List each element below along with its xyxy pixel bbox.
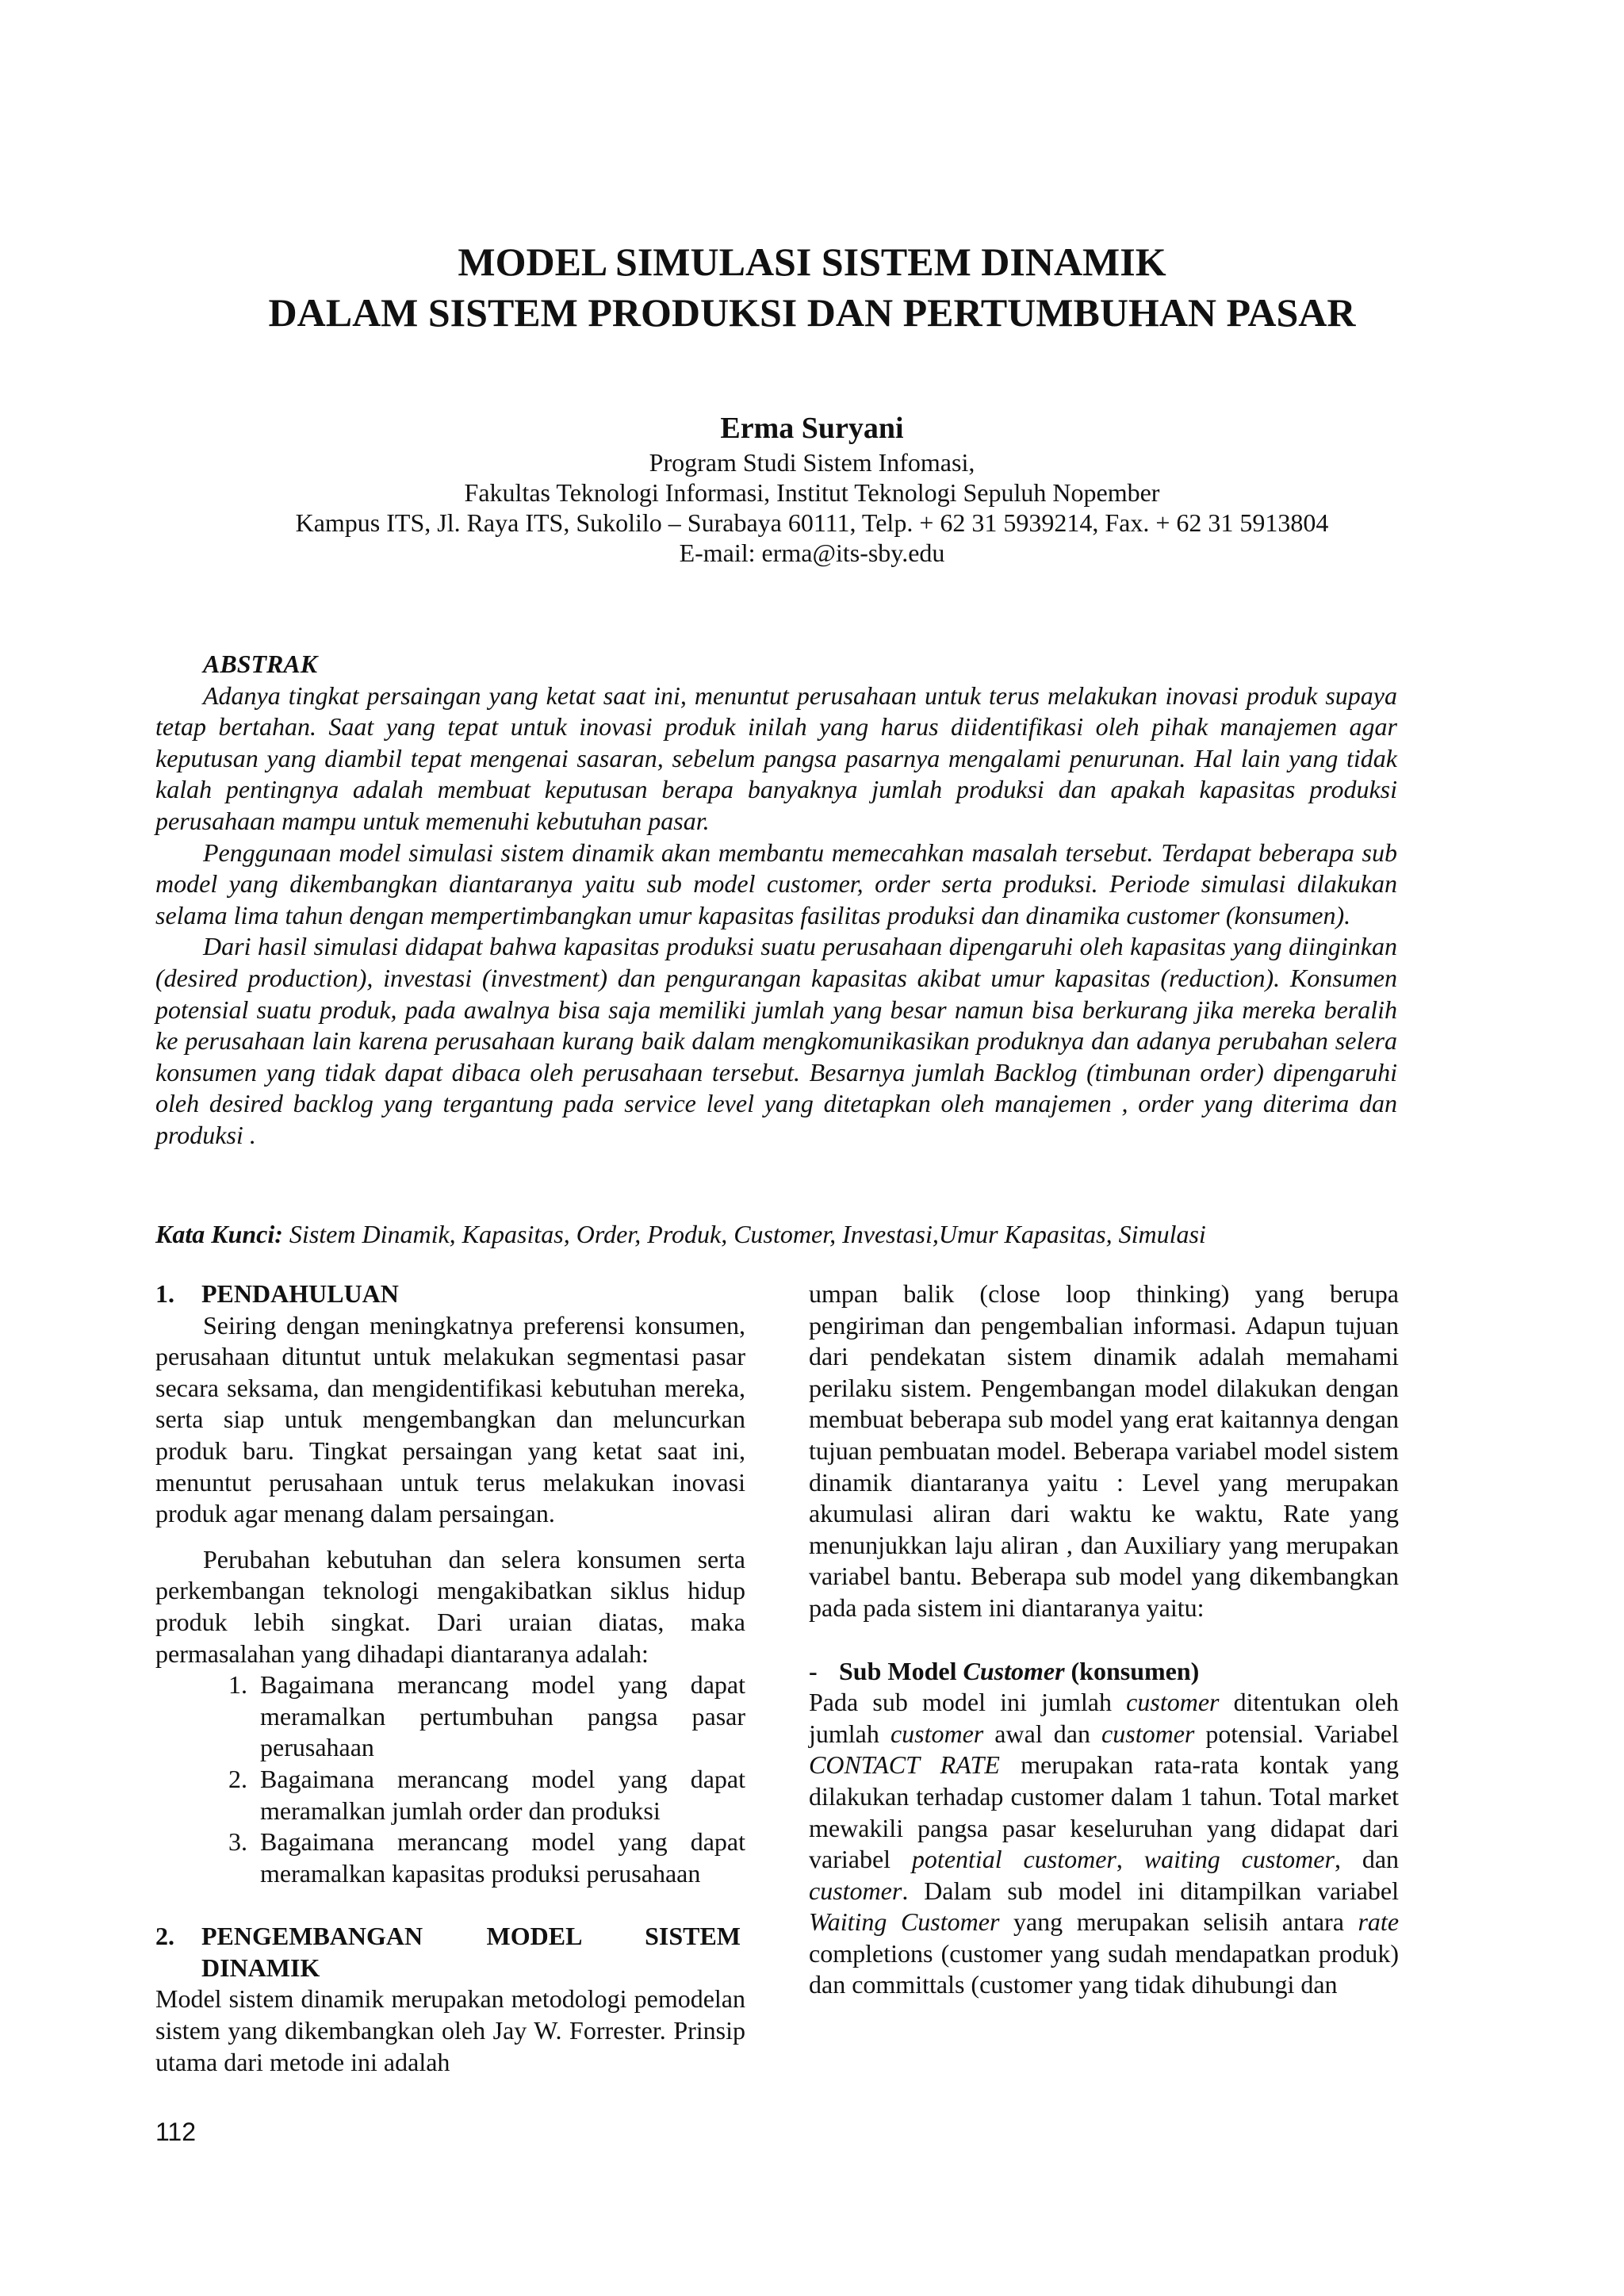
body-paragraph: Pada sub model ini jumlah customer ditentukan oleh jumlah customer awal dan customer potensial. Variabel CONTACT RATE merupakan rata-rata kontak yang dilakukan terhadap customer dalam 1 tahun. Total market mewakili pangsa pasar keseluruhan yang didapat dari variabel potential customer, waiting customer, dan customer. Dalam sub model ini ditampilkan variabel Waiting Customer yang merupakan selisih antara rate completions (customer yang sudah mendapatkan produk) dan committals (customer yang tidak dihubungi dan — [809, 1688, 1400, 1999]
paper-title — [0, 236, 1624, 338]
list-item: 2. Bagaimana merancang model yang dapat meramalkan jumlah order dan produksi — [254, 1764, 745, 1826]
section-title: PENDAHULUAN — [201, 1279, 399, 1308]
body-paragraph: Model sistem dinamik merupakan metodologi pemodelan sistem yang dikembangkan oleh Jay W. Forrester. Prinsip utama dari metode ini adalah — [155, 1984, 745, 2076]
author-name: Erma Suryani — [720, 412, 904, 445]
abstract-paragraph: Dari hasil simulasi didapat bahwa kapasitas produksi suatu perusahaan dipengaruhi oleh kapasitas yang diinginkan (desired production), investasi (investment) dan pengurangan kapasitas akibat umur kapasitas (reduction). Konsumen potensial suatu produk, pada awalnya bisa saja memiliki jumlah yang besar namun bisa berkurang jika mereka beralih ke perusahaan lain karena perusahaan kurang baik dalam mengkomunikasikan produknya dan adanya perubahan selera konsumen yang tidak dapat dibaca oleh perusahaan tersebut. Besarnya jumlah Backlog (timbunan order) dipengaruhi oleh desired backlog yang tergantung pada service level yang ditetapkan oleh manajemen , order yang diterima dan produksi . — [155, 932, 1397, 1149]
right-column — [809, 1278, 1399, 2001]
affiliation-line: Kampus ITS, Jl. Raya ITS, Sukolilo – Surabaya 60111, Telp. + 62 31 5939214, Fax. + 62 31 5913804 — [295, 508, 1329, 537]
body-paragraph: Seiring dengan meningkatnya preferensi konsumen, perusahaan dituntut untuk melakukan segmentasi pasar secara seksama, dan mengidentifikasi kebutuhan mereka, serta siap untuk mengembangkan dan meluncurkan produk baru. Tingkat persaingan yang ketat saat ini, menuntut perusahaan untuk terus melakukan inovasi produk agar menang dalam persaingan. — [155, 1310, 745, 1528]
section-number: 2. — [155, 1922, 174, 1951]
title-line-2: DALAM SISTEM PRODUKSI DAN PERTUMBUHAN PASAR — [268, 290, 1356, 335]
author-block — [0, 409, 1624, 568]
keywords-label: Kata Kunci: — [155, 1220, 283, 1248]
section-heading — [155, 1278, 745, 1310]
subsection-dash: - — [809, 1656, 818, 1685]
list-item: 3. Bagaimana merancang model yang dapat meramalkan kapasitas produksi perusahaan — [254, 1826, 745, 1889]
left-column — [155, 1278, 745, 2078]
abstract-heading: ABSTRAK — [203, 650, 318, 678]
abstract-paragraph: Penggunaan model simulasi sistem dinamik akan membantu memecahkan masalah tersebut. Terdapat beberapa sub model yang dikembangkan diantaranya yaitu sub model customer, order serta produksi. Periode simulasi dilakukan selama lima tahun dengan mempertimbangkan umur kapasitas fasilitas produksi dan dinamika customer (konsumen). — [155, 838, 1397, 930]
keywords-text: Sistem Dinamik, Kapasitas, Order, Produk, Customer, Investasi,Umur Kapasitas, Simulasi — [289, 1220, 1206, 1248]
email-line: E-mail: erma@its-sby.edu — [679, 539, 945, 567]
research-questions-list — [155, 1669, 745, 1889]
abstract — [155, 649, 1397, 1152]
section-title: PENGEMBANGAN MODEL SISTEM — [201, 1922, 741, 1951]
affiliation-line: Fakultas Teknologi Informasi, Institut Teknologi Sepuluh Nopember — [464, 478, 1160, 507]
abstract-paragraph: Adanya tingkat persaingan yang ketat saat ini, menuntut perusahaan untuk terus melakukan inovasi produk supaya tetap bertahan. Saat yang tepat untuk inovasi produk inilah yang harus diidentifikasi oleh pihak manajemen agar keputusan yang diambil tepat mengenai sasaran, sebelum pangsa pasarnya mengalami penurunan. Hal lain yang tidak kalah pentingnya adalah membuat keputusan berapa banyaknya jumlah produksi dan apakah kapasitas produksi perusahaan mampu untuk memenuhi kebutuhan pasar. — [155, 680, 1397, 835]
page-number: 112 — [155, 2118, 197, 2146]
keywords — [155, 1218, 1397, 1250]
list-item: 1. Bagaimana merancang model yang dapat meramalkan pertumbuhan pangsa pasar perusahaan — [254, 1669, 745, 1764]
affiliation-line: Program Studi Sistem Infomasi, — [649, 448, 975, 477]
section-heading — [155, 1921, 745, 1984]
subsection-heading: - Sub Model Customer (konsumen) — [809, 1656, 1399, 1688]
body-paragraph: Perubahan kebutuhan dan selera konsumen serta perkembangan teknologi mengakibatkan siklus hidup produk lebih singkat. Dari uraian diatas, maka permasalahan yang dihadapi diantaranya adalah: — [155, 1544, 745, 1668]
section-number: 1. — [155, 1279, 174, 1308]
title-line-1: MODEL SIMULASI SISTEM DINAMIK — [458, 240, 1166, 284]
body-paragraph: umpan balik (close loop thinking) yang berupa pengiriman dan pengembalian informasi. Adapun tujuan dari pendekatan sistem dinamik adalah memahami perilaku sistem. Pengembangan model dilakukan dengan membuat beberapa sub model yang erat kaitannya dengan tujuan pembuatan model. Beberapa variabel model sistem dinamik diantaranya yaitu : Level yang merupakan akumulasi aliran dari waktu ke waktu, Rate yang menunjukkan laju aliran , dan Auxiliary yang merupakan variabel bantu. Beberapa sub model yang dikembangkan pada pada sistem ini diantaranya yaitu: — [809, 1279, 1399, 1622]
section-title-continued: DINAMIK — [201, 1953, 320, 1982]
